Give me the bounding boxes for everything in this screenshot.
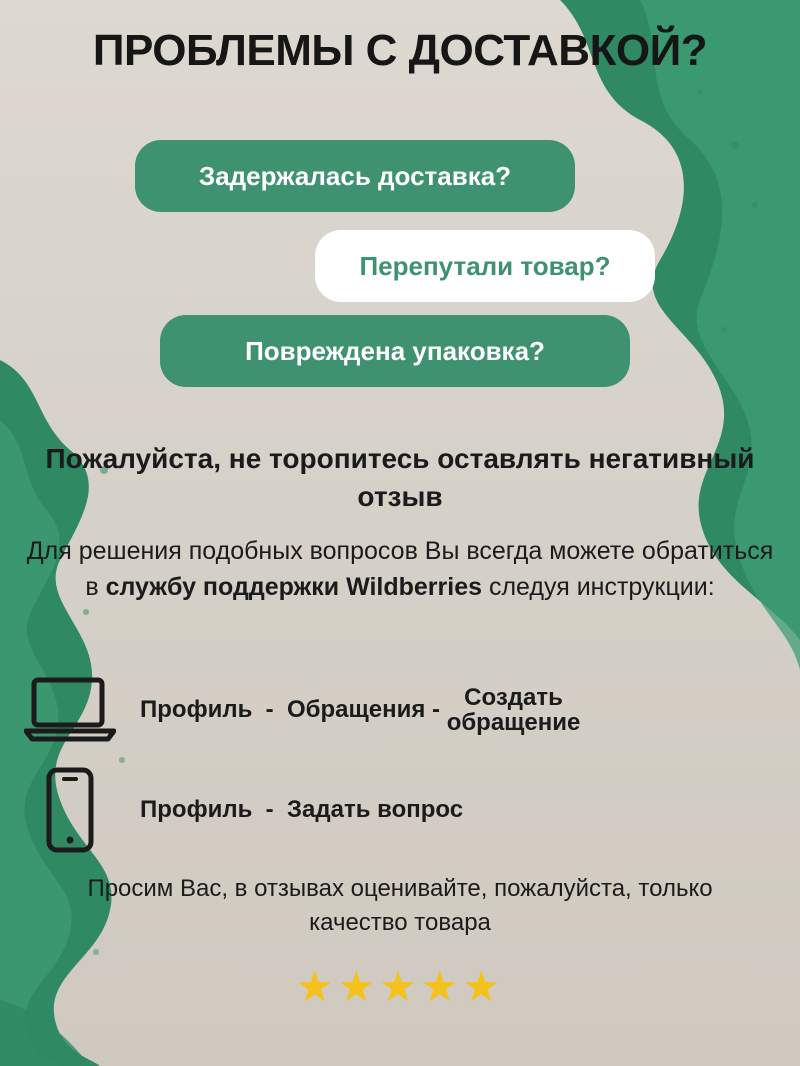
paragraph-bold-support: службу поддержки Wildberries <box>105 572 483 601</box>
rating-star: ★ <box>379 963 421 1010</box>
footer-note: Просим Вас, в отзывах оценивайте, пожалуйста, только качество товара <box>87 875 713 937</box>
step-desktop-emphasis-line-1: Создать <box>464 683 563 711</box>
step-mobile-text <box>140 796 463 824</box>
rating-star: ★ <box>295 963 338 1010</box>
chat-bubble-wrong-item: Перепутали товар? <box>315 230 655 302</box>
step-desktop-emphasis <box>447 685 581 735</box>
step-mobile-seg-1: Профиль <box>140 796 253 823</box>
paragraph-part-1: Для решения подобных вопросов Вы всегда можете обратиться в <box>26 537 774 601</box>
smartphone-icon <box>0 767 140 853</box>
rating-stars <box>0 963 800 1010</box>
step-mobile-seg-2: - <box>252 796 287 823</box>
step-desktop-text <box>140 685 580 735</box>
paragraph-part-2: следуя инструкции: <box>482 572 715 601</box>
step-desktop-seg-3: Обращения <box>287 696 426 723</box>
rating-star: ★ <box>337 963 380 1010</box>
rating-star: ★ <box>420 963 463 1010</box>
headline-text: Пожалуйста, не торопитесь оставлять негативный отзыв <box>45 443 755 512</box>
page-title: ПРОБЛЕМЫ С ДОСТАВКОЙ? <box>92 26 708 75</box>
step-desktop-seg-4: - <box>425 696 447 723</box>
support-paragraph <box>25 534 775 605</box>
step-mobile-seg-3: Задать вопрос <box>287 796 464 823</box>
step-row-mobile <box>0 760 800 860</box>
step-desktop-emphasis-line-2: обращение <box>446 709 581 736</box>
rating-star: ★ <box>462 963 505 1010</box>
chat-bubble-damaged-package: Повреждена упаковка? <box>160 315 630 387</box>
step-desktop-seg-2: - <box>252 696 287 723</box>
step-row-desktop <box>0 660 800 760</box>
chat-bubble-delayed-delivery: Задержалась доставка? <box>135 140 575 212</box>
laptop-icon <box>0 676 140 744</box>
instruction-steps <box>0 660 800 860</box>
step-desktop-seg-1: Профиль <box>140 696 253 723</box>
